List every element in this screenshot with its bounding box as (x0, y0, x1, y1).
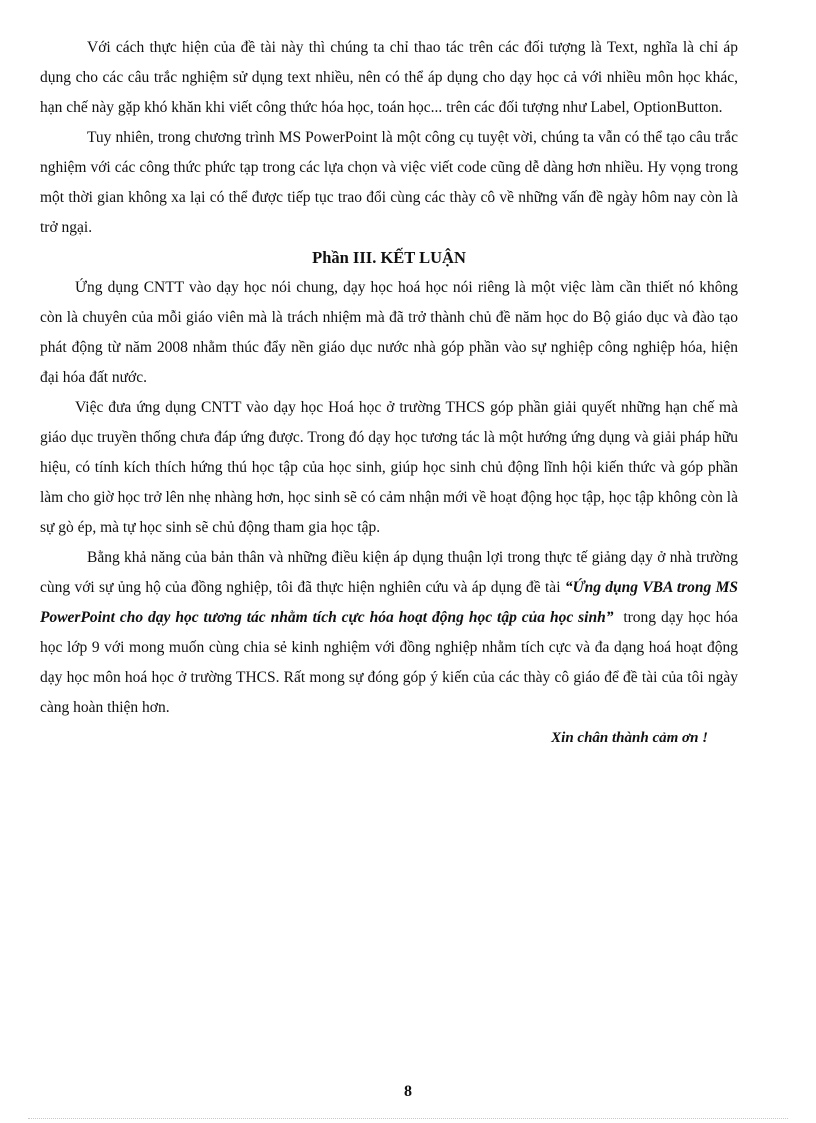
conclusion-paragraph-2: Việc đưa ứng dụng CNTT vào dạy học Hoá học ở trường THCS góp phần giải quyết những hạn chế mà giáo dục truyền thống chưa đáp ứng được. Trong đó dạy học tương tác là một hướng ứng dụng và giải pháp hữu hiệu, có tính kích thích hứng thú học tập của học sinh, giúp học sinh chủ động lĩnh hội kiến thức và góp phần làm cho giờ học trở lên nhẹ nhàng hơn, học sinh sẽ có cảm nhận mới về hoạt động học tập, học tập không còn là sự gò ép, mà tự học sinh sẽ chủ động tham gia học tập. (40, 399, 738, 536)
project-title: “Ứng dụng VBA trong MS PowerPoint cho dạy học tương tác nhằm tích cực hóa hoạt động học tập của học sinh” (40, 579, 738, 626)
document-page (40, 33, 738, 753)
conclusion-paragraph-3 (40, 543, 738, 723)
section-heading: Phần III. KẾT LUẬN (312, 248, 466, 267)
body-paragraph-1: Với cách thực hiện của đề tài này thì chúng ta chỉ thao tác trên các đối tượng là Text, nghĩa là chỉ áp dụng cho các câu trắc nghiệm sử dụng text nhiều, nên có thể áp dụng cho dạy học cả với nhiều môn học khác, hạn chế này gặp khó khăn khi viết công thức hóa học, toán học... trên các đối tượng như Label, OptionButton. (40, 39, 738, 116)
page-number: 8 (404, 1083, 412, 1100)
conclusion-paragraph-1: Ứng dụng CNTT vào dạy học nói chung, dạy học hoá học nói riêng là một việc làm cần thiết nó không còn là chuyên của mỗi giáo viên mà là trách nhiệm mà đã trở thành chủ đề năm học do Bộ giáo dục và đào tạo phát động từ năm 2008 nhằm thúc đẩy nền giáo dục nước nhà góp phần vào sự nghiệp công nghiệp hóa, hiện đại hóa đất nước. (40, 279, 738, 386)
closing-thanks: Xin chân thành cảm ơn ! (551, 730, 708, 746)
body-paragraph-2: Tuy nhiên, trong chương trình MS PowerPoint là một công cụ tuyệt vời, chúng ta vẫn có thể tạo câu trắc nghiệm với các công thức phức tạp trong các lựa chọn và việc viết code cũng dễ dàng hơn nhiều. Hy vọng trong một thời gian không xa lại có thể được tiếp tục trao đổi cùng các thày cô về những vấn đề ngày hôm nay còn là trở ngại. (40, 129, 738, 236)
paragraph-text: Bằng khả năng của bản thân và những điều kiện áp dụng thuận lợi trong thực tế giảng dạy ở nhà trường cùng với sự ủng hộ của đồng nghiệp, tôi đã thực hiện nghiên cứu và áp dụng đề tài (40, 549, 738, 596)
paragraph-text: trong dạy học hóa học lớp 9 với mong muốn cùng chia sẻ kinh nghiệm với đồng nghiệp nhằm tích cực và đa dạng hoá hoạt động dạy học môn hoá học ở trường THCS. Rất mong sự đóng góp ý kiến của các thày cô giáo để đề tài của tôi ngày càng hoàn thiện hơn. (40, 609, 739, 716)
footer-divider (28, 1118, 788, 1119)
